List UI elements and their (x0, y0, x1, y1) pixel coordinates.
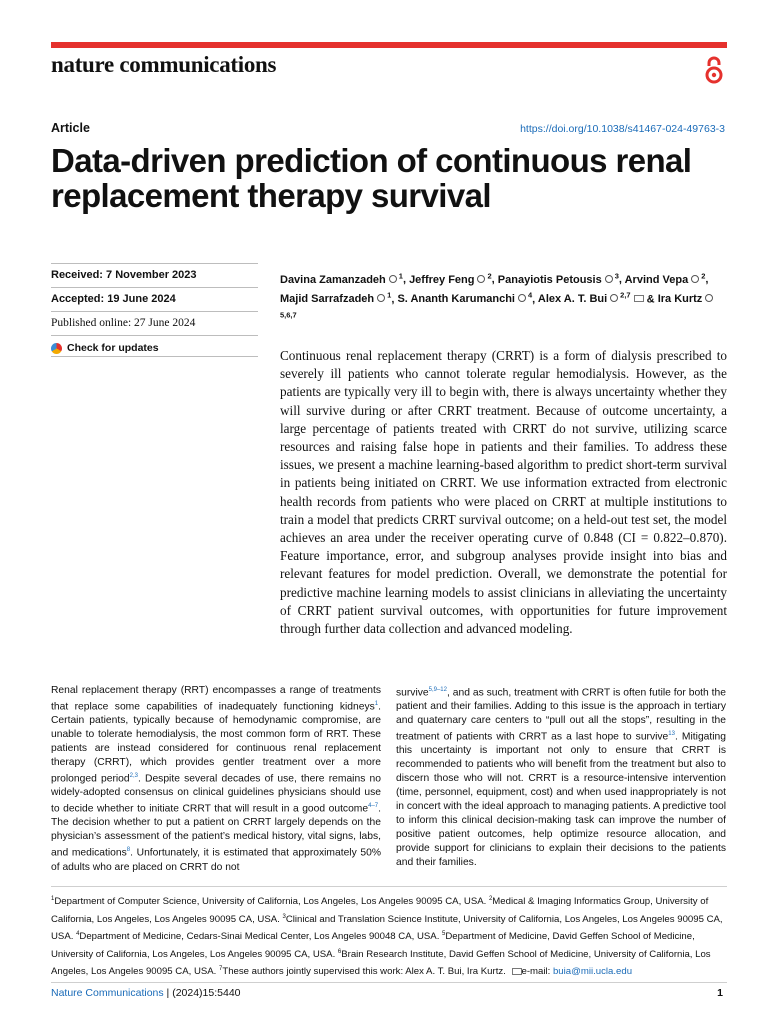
citation-reference: 2,3 (129, 772, 138, 779)
text-run: . Certain patients, typically because of hemodynamic compromise, are unable to tolerate hemodialysis, the most common form of RRT. These patients are instead considered for continuous renal replacement therapy (CRRT), which provides gentler treatment over a more prolonged period (51, 701, 381, 785)
author-affiliation-number: 3 (614, 271, 619, 280)
footer-divider (51, 982, 727, 983)
abstract: Continuous renal replacement therapy (CRRT) is a form of dialysis prescribed to severely ill patients who cannot tolerate regular hemodialysis. However, as the patients are typically very ill to begin with, there is always uncertainty whether they will survive during or after CRRT treatment. Because of outcome uncertainty, a large percentage of patients treated with CRRT do not survive, utilizing scarce resources and raising false hope in patients and their families. To address these issues, we present a machine learning-based algorithm to predict short-term survival in patients being initiated on CRRT. We use information extracted from electronic health records from patients who were placed on CRRT at multiple institutions to train a model that predicts CRRT survival outcome; on a held-out test set, the model achieves an area under the receiver operating curve of 0.848 (CI = 0.822–0.870). Feature importance, error, and subgroup analyses provide insight into bias and relevant features for model prediction. Overall, we demonstrate the potential for predictive machine learning models to assist clinicians in alleviating the uncertainty of CRRT patient survival outcomes, with opportunities for future improvement through further data collection and advanced modeling. (280, 348, 727, 637)
orcid-icon[interactable] (477, 275, 485, 283)
orcid-icon[interactable] (610, 294, 618, 302)
author-affiliation-number: 4 (528, 290, 533, 300)
orcid-icon[interactable] (691, 275, 699, 283)
email-icon[interactable] (634, 295, 644, 302)
affiliation-number: 3 (282, 913, 286, 920)
journal-name: nature communications (51, 52, 277, 77)
email-icon (512, 968, 522, 975)
affiliation-number: 4 (76, 931, 80, 938)
citation-reference: 13 (668, 731, 675, 738)
article-title: Data-driven prediction of continuous renal replacement therapy survival (51, 142, 692, 214)
citation-reference: 8 (126, 847, 131, 854)
body-text-right (396, 684, 726, 870)
text-run: . Unfortunately, it is estimated that approximately 50% of adults who are placed on CRRT do not (51, 847, 381, 873)
author-name: Ira Kurtz (657, 293, 703, 306)
footer-volume: | (2024)15:5440 (163, 987, 241, 999)
author-name: Panayiotis Petousis (497, 273, 602, 286)
author[interactable] (624, 271, 706, 286)
affiliation-number: 1 (51, 896, 55, 902)
header-accent-rule (51, 42, 727, 48)
text-run: Brain Research Institute, David Geffen School of Medicine, University of California, Los Angeles, Los Angeles 90095 CA, USA. (51, 948, 711, 978)
author-name: Jeffrey Feng (409, 273, 475, 286)
author[interactable] (409, 271, 492, 286)
author-name: Alex A. T. Bui (537, 293, 608, 306)
affiliation-number: 2 (488, 896, 493, 902)
text-run: . Despite several decades of use, there remains no widely-adopted consensus on clinical guidelines physicians should use to decide whether to initiate CRRT that will result in a good outcome (51, 773, 381, 815)
orcid-icon[interactable] (518, 294, 526, 302)
article-dates (51, 263, 258, 357)
author-affiliation-number: 1 (387, 290, 392, 300)
text-run: Department of Medicine, David Geffen School of Medicine, University of California, Los Angeles, Los Angeles 90095 CA, USA. (51, 931, 695, 960)
body-text-left (51, 684, 381, 874)
author[interactable] (497, 271, 619, 286)
affiliations (51, 892, 727, 980)
author-name: Arvind Vepa (624, 273, 689, 286)
accepted-date: Accepted: 19 June 2024 (51, 287, 258, 311)
text-run: . The decision whether to put a patient on CRRT largely depends on the physician’s assessment of the patient’s medical history, vital signs, labs, and medications (51, 803, 381, 859)
open-access-icon (703, 55, 725, 85)
page-number: 1 (717, 987, 723, 999)
check-updates-icon (51, 343, 62, 354)
author[interactable] (280, 290, 392, 306)
check-updates-label: Check for updates (67, 342, 159, 354)
footer-journal-link[interactable]: Nature Communications (51, 987, 164, 999)
affiliation-number: 7 (219, 966, 223, 973)
email-label: e-mail: (521, 966, 553, 978)
author-affiliation-number: 2 (487, 271, 492, 280)
author-name: S. Ananth Karumanchi (397, 293, 515, 306)
orcid-icon[interactable] (377, 294, 385, 302)
author-affiliation-number: 2,7 (620, 290, 631, 300)
affiliation-number: 6 (337, 948, 342, 955)
author[interactable] (537, 290, 644, 306)
received-date: Received: 7 November 2023 (51, 263, 258, 287)
author-ampersand: & (646, 293, 655, 306)
affiliation-number: 5 (442, 931, 446, 938)
doi-link[interactable]: https://doi.org/10.1038/s41467-024-49763-3 (520, 123, 725, 135)
author-affiliation-number: 5,6,7 (280, 310, 297, 320)
author-name: Davina Zamanzadeh (280, 273, 386, 286)
citation-reference: 4–7 (368, 803, 379, 810)
text-run: Department of Computer Science, University of California, Los Angeles, Los Angeles 90095 CA, USA. (54, 896, 489, 908)
text-run: survive (396, 687, 429, 699)
text-run: , and as such, treatment with CRRT is often futile for both the patient and their families. Adding to this issue is the approach in tertiary and quaternary care centers to “pull out all the stops”, resulting in the treatment of patients with CRRT as a last hope to survive (396, 687, 726, 743)
orcid-icon[interactable] (389, 275, 397, 283)
orcid-icon[interactable] (705, 294, 713, 302)
text-run: These authors jointly supervised this work: Alex A. T. Bui, Ira Kurtz. (222, 966, 509, 978)
author-name: Majid Sarrafzadeh (280, 293, 375, 306)
text-run: Clinical and Translation Science Institute, University of California, Los Angeles, Los Angeles 90095 CA, USA. (51, 913, 723, 943)
text-run: Renal replacement therapy (RRT) encompasses a range of treatments that replace some capabilities of inadequately functioning kidneys (51, 685, 381, 713)
author[interactable] (280, 271, 403, 286)
text-run: . Mitigating this uncertainty is important not only to ensure that CRRT is recommended to patients who will benefit from the treatment but also to discern those who will not. CRRT is a resource-intensive intervention (time, personnel, equipment, cost) and when used inappropriately is not in concert with the ideal approach to managing patients. A predictive tool to inform this clinical decision-making task can improve the number of positive patient outcomes, help optimize resource allocation, and provide support for clinicians to explain their decisions to the patients and their families. (396, 731, 727, 868)
citation-reference: 1 (374, 700, 379, 707)
affiliations-divider (51, 886, 727, 887)
orcid-icon[interactable] (605, 275, 613, 283)
published-date: Published online: 27 June 2024 (51, 311, 258, 335)
author-affiliation-number: 2 (701, 271, 706, 280)
email-link[interactable]: buia@mii.ucla.edu (552, 966, 633, 978)
text-run: Medical & Imaging Informatics Group, University of California, Los Angeles, Los Angeles 90095 CA, USA. (51, 896, 709, 925)
author-affiliation-number: 1 (398, 271, 403, 280)
author[interactable] (397, 290, 533, 306)
citation-reference: 5,9–12 (428, 687, 447, 693)
footer-citation (51, 987, 241, 999)
text-run: Department of Medicine, Cedars-Sinai Medical Center, Los Angeles 90048 CA, USA. (79, 931, 443, 943)
author-list: Davina Zamanzadeh $^1$, Jeffrey Feng $^2$, Panayiotis Petousis $^3$, Arvind Vepa $^2$, Majid Sarrafzadeh $^1$, S. Ananth Karumanchi $^4$, Alex A. T. Bui $^{2,7}$ & Ira Kurtz$^{5,6,7}$ (280, 268, 730, 327)
article-type-label: Article (51, 121, 90, 135)
check-updates-button[interactable] (51, 335, 258, 357)
